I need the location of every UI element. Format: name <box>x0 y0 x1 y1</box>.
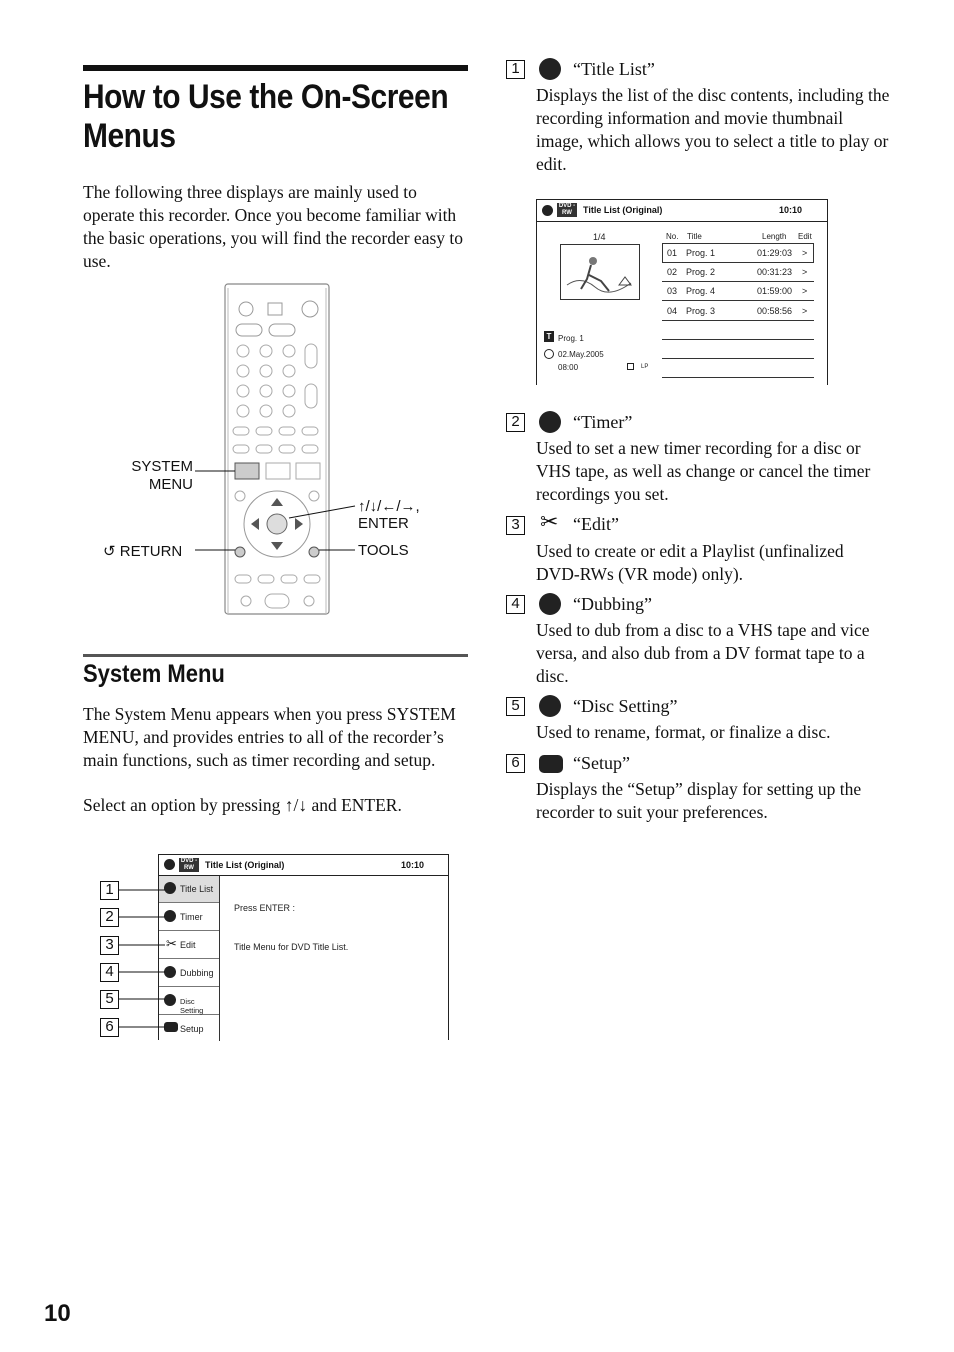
return-icon: ↺ <box>103 543 116 560</box>
item-3-label: “Edit” <box>573 514 619 534</box>
item-2-number: 2 <box>506 413 525 432</box>
timer-icon <box>539 411 561 433</box>
callout-5: 5 <box>100 990 119 1009</box>
screen-header-title: Title List (Original) <box>205 860 285 870</box>
section-select: Select an option by pressing ↑/↓ and ENTER. <box>83 795 402 815</box>
tl-page: 1/4 <box>593 232 606 242</box>
col-no: No. <box>666 232 679 241</box>
menu-description: Title Menu for DVD Title List. <box>234 942 349 952</box>
item-1-number: 1 <box>506 60 525 79</box>
item-4-number: 4 <box>506 595 525 614</box>
title-icon: T <box>544 331 554 342</box>
item-1-desc: Displays the list of the disc contents, including the recording information and movie thumbnail image, which allows you to select a title to play or edit. <box>536 85 890 174</box>
tl-clock: 10:10 <box>779 205 803 215</box>
item-4-label: “Dubbing” <box>573 594 652 614</box>
item-5-desc: Used to rename, format, or finalize a disc. <box>536 722 831 742</box>
item-6-number: 6 <box>506 754 525 773</box>
system-menu-label: SYSTEM MENU <box>131 458 193 493</box>
page-number: 10 <box>44 1300 71 1327</box>
menu-item-disc-setting[interactable]: Disc Setting <box>159 987 219 1015</box>
col-length: Length <box>762 232 787 241</box>
press-enter-text: Press ENTER : <box>234 903 296 913</box>
menu-item-timer[interactable]: Timer <box>159 903 219 931</box>
tools-label: TOOLS <box>358 542 409 559</box>
item-5-number: 5 <box>506 697 525 716</box>
item-6-label: “Setup” <box>573 753 630 773</box>
title-rule <box>83 65 468 71</box>
callout-leaders <box>119 880 169 1040</box>
tl-header-title: Title List (Original) <box>583 205 663 215</box>
title-list-screen <box>536 199 828 385</box>
info-date: 02.May.2005 <box>558 350 604 359</box>
empty-row <box>662 340 814 359</box>
callout-2: 2 <box>100 908 119 927</box>
empty-row <box>662 359 814 378</box>
empty-row <box>662 321 814 340</box>
section-body: The System Menu appears when you press SYSTEM MENU, and provides entries to all of the recorder’s main functions, such as timer recording and setup. <box>83 704 456 770</box>
callout-1: 1 <box>100 881 119 900</box>
item-4-desc: Used to dub from a disc to a VHS tape and vice versa, and also dub from a DV format tape to a disc. <box>536 620 870 686</box>
page-title: How to Use the On-Screen Menus <box>83 78 449 155</box>
menu-item-edit[interactable]: ✂ Edit <box>159 931 219 959</box>
menu-item-dubbing[interactable]: Dubbing <box>159 959 219 987</box>
dubbing-icon <box>539 593 561 615</box>
item-1-label: “Title List” <box>573 59 655 79</box>
setup-icon <box>539 755 563 773</box>
clock-icon <box>544 349 554 359</box>
disc-icon <box>542 205 553 216</box>
title-row[interactable]: 04 Prog. 3 00:58:56 > <box>662 301 814 321</box>
disc-setting-icon <box>539 695 561 717</box>
title-row[interactable]: 02 Prog. 2 00:31:23 > <box>662 263 814 282</box>
thumbnail-image <box>560 244 640 300</box>
lock-icon <box>627 363 634 370</box>
screen-header <box>159 855 448 876</box>
item-5-label: “Disc Setting” <box>573 696 678 716</box>
item-2-desc: Used to set a new timer recording for a disc or VHS tape, as well as change or cancel the timer recordings you set. <box>536 438 871 504</box>
section-rule <box>83 654 468 657</box>
info-mode: LP <box>641 364 649 370</box>
callout-6: 6 <box>100 1018 119 1037</box>
intro-paragraph: The following three displays are mainly used to operate this recorder. Once you become familiar with the basic operations, you will find the recorder easy to use. <box>83 182 464 271</box>
menu-item-setup[interactable]: Setup <box>159 1015 219 1041</box>
edit-icon: ✂ <box>540 509 559 534</box>
col-edit: Edit <box>798 232 812 241</box>
dvd-badge: DVD -RW <box>180 858 198 871</box>
item-3-desc: Used to create or edit a Playlist (unfinalized DVD-RWs (VR mode) only). <box>536 541 844 584</box>
title-list-icon <box>539 58 561 80</box>
edit-icon: ✂ <box>166 936 177 951</box>
info-title: Prog. 1 <box>558 334 584 343</box>
info-time: 08:00 <box>558 363 579 372</box>
item-2-label: “Timer” <box>573 412 633 432</box>
title-row[interactable]: 01 Prog. 1 01:29:03 > <box>662 243 814 263</box>
enter-label: ENTER <box>358 515 409 532</box>
col-title: Title <box>687 232 702 241</box>
arrows-label: ↑/↓/←/→, <box>358 498 420 515</box>
callout-3: 3 <box>100 936 119 955</box>
dvd-badge: DVD -RW <box>558 203 576 216</box>
section-title: System Menu <box>83 660 225 688</box>
disc-icon <box>164 859 175 870</box>
item-6-desc: Displays the “Setup” display for setting up the recorder to suit your preferences. <box>536 779 862 822</box>
tl-header <box>537 200 827 222</box>
title-row[interactable]: 03 Prog. 4 01:59:00 > <box>662 282 814 301</box>
system-menu-screen <box>158 854 449 1040</box>
remote-illustration <box>100 282 450 617</box>
callout-4: 4 <box>100 963 119 982</box>
screen-clock: 10:10 <box>401 860 425 870</box>
menu-item-title-list[interactable]: Title List <box>159 876 219 903</box>
return-label: ↺ RETURN <box>103 543 183 560</box>
item-3-number: 3 <box>506 516 525 535</box>
